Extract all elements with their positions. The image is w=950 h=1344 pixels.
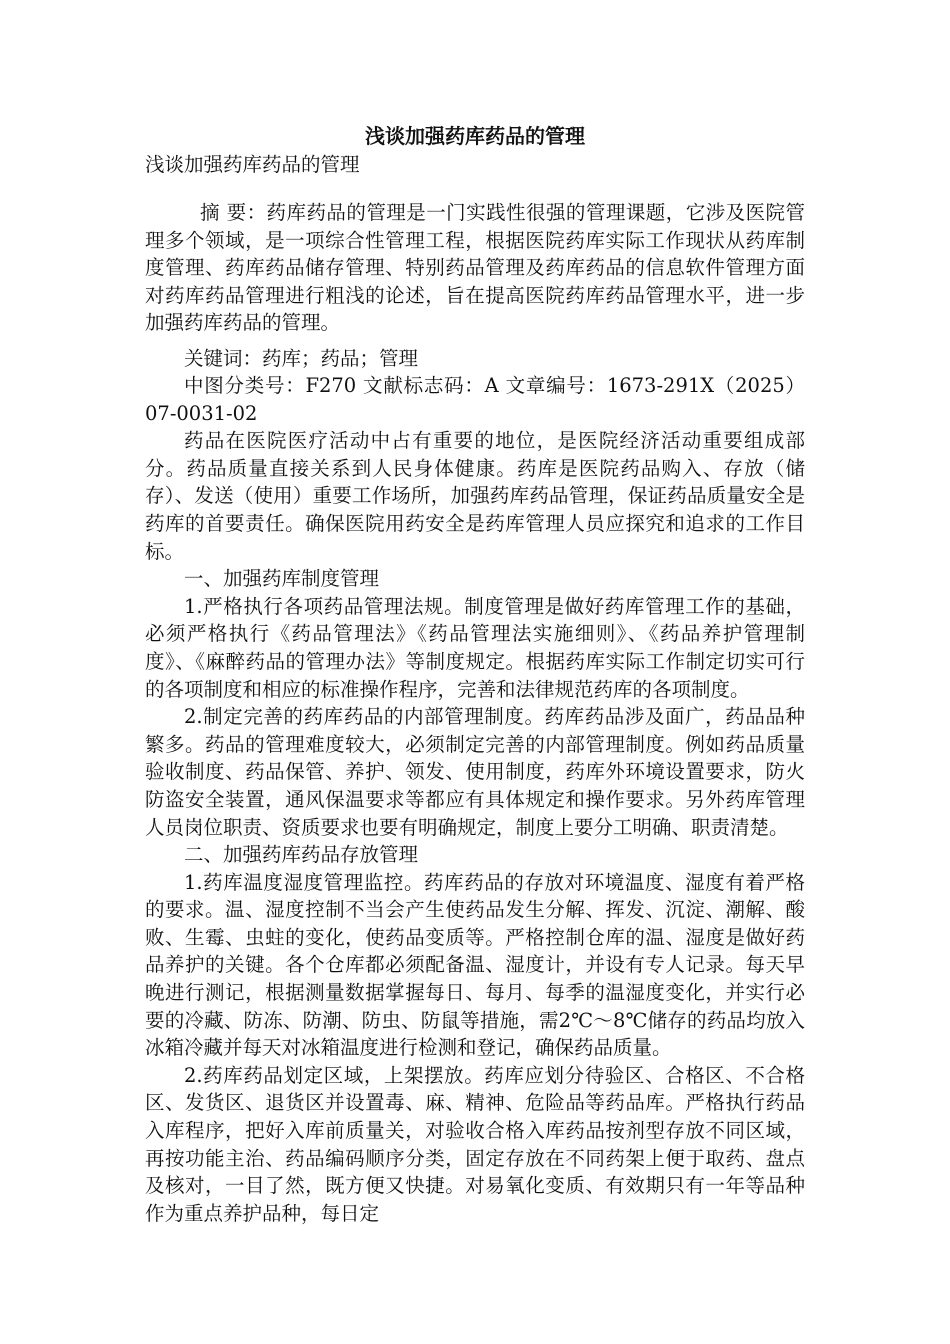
body-paragraph: 药品在医院医疗活动中占有重要的地位，是医院经济活动重要组成部分。药品质量直接关系到人民身体健康。药库是医院药品购入、存放（储存）、发送（使用）重要工作场所，加强药库药品管理，保证药品质量安全是药库的首要责任。确保医院用药安全是药库管理人员应探究和追求的工作目标。 — [145, 429, 805, 563]
section-heading: 一、加强药库制度管理 — [184, 567, 380, 591]
abstract-paragraph: 摘 要：药库药品的管理是一门实践性很强的管理课题，它涉及医院管理多个领域，是一项综合性管理工程，根据医院药库实际工作现状从药库制度管理、药库药品储存管理、特别药品管理及药库药品的信息软件管理方面对药库药品管理进行粗浅的论述，旨在提高医院药库药品管理水平，进一步加强药库药品的管理。 — [145, 201, 805, 335]
document-subtitle: 浅谈加强药库药品的管理 — [145, 153, 360, 176]
body-paragraph: 2.药库药品划定区域，上架摆放。药库应划分待验区、合格区、不合格区、发货区、退货区并设置毒、麻、精神、危险品等药品库。严格执行药品入库程序，把好入库前质量关，对验收合格入库药品按剂型存放不同区域，再按功能主治、药品编码顺序分类，固定存放在不同药架上便于取药、盘点及核对，一目了然，既方便又快捷。对易氧化变质、有效期只有一年等品种作为重点养护品种，每日定 — [145, 1063, 805, 1225]
body-paragraph: 2.制定完善的药库药品的内部管理制度。药库药品涉及面广，药品品种繁多。药品的管理难度较大，必须制定完善的内部管理制度。例如药品质量验收制度、药品保管、养护、领发、使用制度，药库外环境设置要求，防火防盗安全装置，通风保温要求等都应有具体规定和操作要求。另外药库管理人员岗位职责、资质要求也要有明确规定，制度上要分工明确、职责清楚。 — [145, 705, 805, 839]
body-content — [145, 372, 805, 1227]
keywords-line: 关键词：药库；药品；管理 — [184, 347, 419, 370]
classification-line: 中图分类号：F270 文献标志码：A 文章编号：1673-291X（2025）07-0031-02 — [145, 374, 805, 425]
section-heading: 二、加强药库药品存放管理 — [184, 843, 419, 867]
document-title: 浅谈加强药库药品的管理 — [365, 124, 585, 148]
body-paragraph: 1.药库温度湿度管理监控。药库药品的存放对环境温度、湿度有着严格的要求。温、湿度控制不当会产生使药品发生分解、挥发、沉淀、潮解、酸败、生霉、虫蛀的变化，使药品变质等。严格控制仓库的温、湿度是做好药品养护的关键。各个仓库都必须配备温、湿度计，并设有专人记录。每天早晚进行测记，根据测量数据掌握每日、每月、每季的温湿度变化，并实行必要的冷藏、防冻、防潮、防虫、防鼠等措施，需2℃～8℃储存的药品均放入冰箱冷藏并每天对冰箱温度进行检测和登记，确保药品质量。 — [145, 870, 805, 1060]
body-paragraph: 1.严格执行各项药品管理法规。制度管理是做好药库管理工作的基础，必须严格执行《药品管理法》《药品管理法实施细则》、《药品养护管理制度》、《麻醉药品的管理办法》等制度规定。根据药库实际工作制定切实可行的各项制度和相应的标准操作程序，完善和法律规范药库的各项制度。 — [145, 594, 805, 701]
